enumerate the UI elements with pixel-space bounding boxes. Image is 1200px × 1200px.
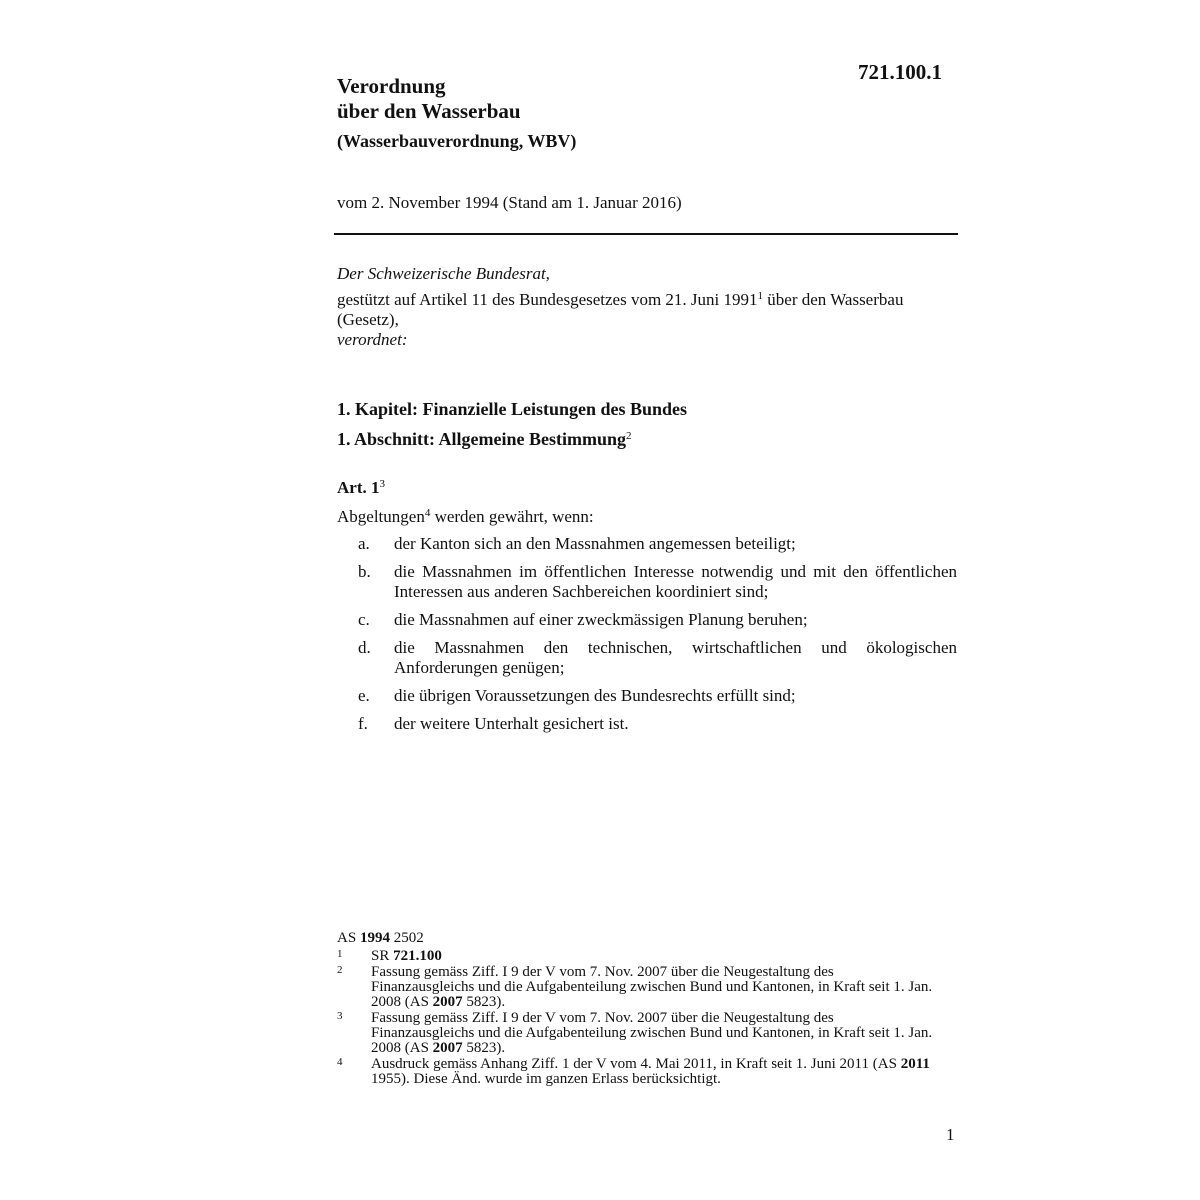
article-intro — [337, 507, 594, 527]
footnote-text-end: 5823). — [462, 1040, 506, 1056]
list-item-label: e. — [358, 686, 370, 705]
footnote-bold: 2011 — [900, 1056, 930, 1072]
footnote-bold: 721.100 — [393, 948, 442, 964]
list-item-label: d. — [358, 638, 371, 657]
article-item-list — [337, 534, 957, 742]
list-item — [337, 686, 957, 706]
article-title-text: Art. 1 — [337, 478, 380, 497]
list-item — [337, 638, 957, 678]
footnote-text-end: 1955). Diese Änd. wurde im ganzen Erlass berücksichtigt. — [371, 1071, 721, 1087]
footnote-text: Ausdruck gemäss Anhang Ziff. 1 der V vom 4. Mai 2011, in Kraft seit 1. Juni 2011 (AS — [371, 1056, 901, 1072]
footnote-text: SR — [371, 948, 394, 964]
footnote-number: 1 — [337, 948, 343, 960]
list-item-label: b. — [358, 562, 371, 581]
section-heading — [337, 429, 632, 450]
as-reference-year: 1994 — [359, 930, 390, 946]
footnote-ref-1[interactable]: 1 — [757, 290, 764, 302]
list-item-text: die Massnahmen den technischen, wirtschaftlichen und ökologischen Anforderungen genügen; — [394, 638, 957, 677]
list-item — [337, 534, 957, 554]
list-item-label: a. — [358, 534, 370, 553]
footnote-ref-4[interactable]: 4 — [424, 507, 431, 519]
list-item — [337, 714, 957, 734]
article-intro-text: Abgeltungen — [337, 507, 425, 526]
preamble — [337, 264, 957, 350]
title-line-1: Verordnung — [337, 74, 446, 98]
list-item-text: der Kanton sich an den Massnahmen angemessen beteiligt; — [394, 534, 796, 553]
document-title — [337, 74, 576, 152]
list-item-label: f. — [358, 714, 368, 733]
footnote-bold: 2007 — [432, 1040, 463, 1056]
as-reference — [337, 931, 937, 946]
footnote-3 — [337, 1011, 937, 1056]
footnote-number: 2 — [337, 964, 343, 976]
title-short: (Wasserbauverordnung, WBV) — [337, 131, 577, 151]
list-item-text: der weitere Unterhalt gesichert ist. — [394, 714, 629, 733]
list-item-text: die übrigen Voraussetzungen des Bundesrechts erfüllt sind; — [394, 686, 796, 705]
section-heading-text: 1. Abschnitt: Allgemeine Bestimmung — [337, 429, 627, 449]
article-intro-text-end: werden gewährt, wenn: — [430, 507, 594, 526]
date-line: vom 2. November 1994 (Stand am 1. Januar 2016) — [337, 193, 682, 212]
list-item — [337, 562, 957, 602]
list-item-text: die Massnahmen im öffentlichen Interesse notwendig und mit den öffentlichen Interessen aus anderen Sachbereichen koordiniert sind; — [394, 562, 957, 601]
preamble-decree: verordnet: — [337, 330, 408, 349]
footnote-ref-3[interactable]: 3 — [379, 478, 385, 490]
footnote-text-end: 5823). — [462, 994, 506, 1010]
page-number: 1 — [946, 1125, 955, 1144]
list-item-text: die Massnahmen auf einer zweckmässigen Planung beruhen; — [394, 610, 808, 629]
footnote-ref-2[interactable]: 2 — [626, 430, 632, 442]
footnote-4 — [337, 1057, 937, 1087]
article-title — [337, 478, 385, 498]
preamble-basis-text-end: über den Wasserbau (Gesetz), — [337, 290, 904, 329]
list-item-label: c. — [358, 610, 370, 629]
footnote-number: 3 — [337, 1010, 343, 1022]
footnote-1 — [337, 949, 937, 964]
footnotes — [337, 931, 937, 1088]
footnote-text: Fassung gemäss Ziff. I 9 der V vom 7. Nov. 2007 über die Neugestaltung des Finanzausgleichs und die Aufgabenteilung zwischen Bund und Kantonen, in Kraft seit 1. Jan. 2008 (AS — [371, 1010, 933, 1056]
footnote-2 — [337, 965, 937, 1010]
as-reference-page: 2502 — [389, 930, 424, 946]
title-line-2: über den Wasserbau — [337, 99, 521, 123]
list-item — [337, 610, 957, 630]
preamble-authority: Der Schweizerische Bundesrat, — [337, 264, 550, 283]
header-divider — [334, 233, 958, 235]
footnote-number: 4 — [337, 1056, 343, 1068]
footnote-bold: 2007 — [432, 994, 463, 1010]
preamble-basis-text: gestützt auf Artikel 11 des Bundesgesetzes vom 21. Juni 1991 — [337, 290, 758, 309]
chapter-heading: 1. Kapitel: Finanzielle Leistungen des Bundes — [337, 399, 688, 419]
preamble-basis — [337, 290, 957, 330]
footnote-text: Fassung gemäss Ziff. I 9 der V vom 7. Nov. 2007 über die Neugestaltung des Finanzausgleichs und die Aufgabenteilung zwischen Bund und Kantonen, in Kraft seit 1. Jan. 2008 (AS — [371, 964, 933, 1010]
as-reference-prefix: AS — [337, 930, 360, 946]
sr-number: 721.100.1 — [858, 60, 942, 84]
